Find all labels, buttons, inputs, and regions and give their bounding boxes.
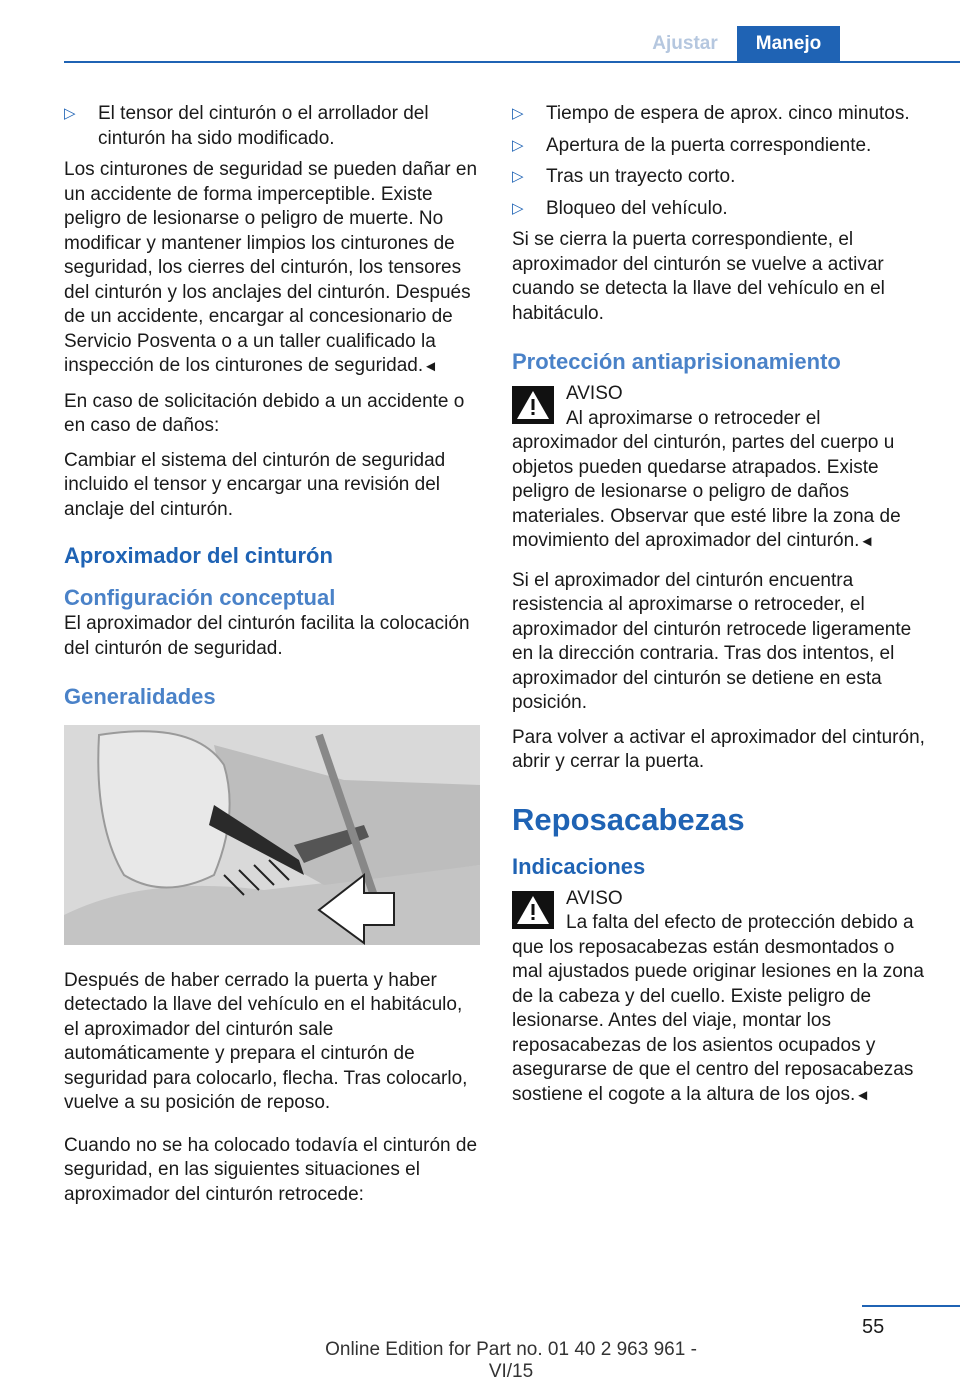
warning-label: AVISO: [566, 887, 623, 909]
list-item: ▷ Tiempo de espera de aprox. cinco minutos.: [512, 102, 930, 127]
triangle-bullet-icon: ▷: [512, 136, 524, 154]
warning-triangle-icon: [512, 386, 554, 424]
page-header: [0, 0, 960, 62]
left-column: [64, 102, 478, 1217]
paragraph: Si se cierra la puerta correspondiente, el aproximador del cinturón se vuelve a activar cuando se detecta la llave del vehículo en el habitáculo.: [512, 229, 885, 324]
section-tab: Ajustar: [652, 33, 718, 54]
paragraph: Después de haber cerrado la puerta y haber detectado la llave del vehículo en el habitáculo, el aproximador del cinturón sale automáticamente y prepara el cinturón de seguridad para colocarlo, flecha. Tras colocarlo, vuelve a su posición de reposo.: [64, 969, 468, 1113]
seatbelt-figure: [64, 725, 480, 945]
chapter-heading: Reposacabezas: [512, 801, 745, 837]
subsection-heading: Protección antiaprisionamiento: [512, 349, 841, 374]
edition-line: Online Edition for Part no. 01 40 2 963 961 - VI/15: [325, 1339, 697, 1382]
triangle-bullet-icon: ▷: [512, 168, 524, 185]
triangle-bullet-icon: ▷: [64, 105, 76, 122]
triangle-bullet-icon: ▷: [512, 105, 524, 122]
subsection-heading: Generalidades: [64, 684, 216, 709]
warning-text: La falta del efecto de protección debido a que los reposacabezas están desmontados o mal ajustados puede originar lesiones en la zona de la cabeza y del cuello. Existe peligro de lesionarse. Antes del viaje, montar los reposacabezas de los asientos ocupados y asegurarse de que el centro del reposacabezas sostiene el cogote a la altura de los ojos.: [512, 912, 924, 1105]
chapter-tab: Manejo: [737, 26, 840, 61]
subsection-heading: Indicaciones: [512, 853, 646, 879]
warning-box: [512, 887, 930, 1109]
list-item: ▷ Tras un trayecto corto.: [512, 165, 930, 190]
paragraph: El aproximador del cinturón facilita la colocación del cinturón de seguridad.: [64, 613, 470, 659]
triangle-bullet-icon: ▷: [512, 199, 524, 217]
page-number: 55: [862, 1316, 885, 1338]
header-rule: [64, 61, 960, 63]
section-heading: Aproximador del cinturón: [64, 543, 333, 568]
paragraph: Cambiar el sistema del cinturón de seguridad incluido el tensor y encargar una revisión del anclaje del cinturón.: [64, 449, 446, 520]
warning-box: [512, 382, 930, 555]
end-mark-icon: ◄: [423, 358, 438, 375]
paragraph: Para volver a activar el aproximador del cinturón, abrir y cerrar la puerta.: [512, 726, 925, 772]
warning-text: Al aproximarse o retroceder el aproximador del cinturón, partes del cuerpo u objetos pueden quedarse atrapados. Existe peligro de lesionarse o peligro de daños materiales. Observar que esté libre la zona de movimiento del aproximador del cinturón.: [512, 407, 901, 551]
end-mark-icon: ◄: [855, 1086, 871, 1104]
paragraph: En caso de solicitación debido a un accidente o en caso de daños:: [64, 390, 465, 436]
list-item: ▷ El tensor del cinturón o el arrollador del cinturón ha sido modificado.: [64, 103, 429, 149]
warning-continuation: Los cinturones de seguridad se pueden dañar en un accidente de forma imperceptible. Existe peligro de lesionarse o peligro de muerte. No modificar y mantener limpios los cinturones de seguridad, los cierres del cinturón, los tensores del cinturón y los anclajes del cinturón. Después de un accidente, encargar al concesionario de Servicio Posventa o a un taller cualificado la inspección de los cinturones de seguridad.◄: [64, 159, 478, 376]
right-column: [512, 102, 930, 1118]
paragraph: Cuando no se ha colocado todavía el cinturón de seguridad, en las siguientes situaciones el aproximador del cinturón retrocede:: [64, 1134, 478, 1205]
list-item: ▷ Bloqueo del vehículo.: [512, 197, 930, 222]
warning-triangle-icon: [512, 891, 554, 929]
end-mark-icon: ◄: [859, 533, 875, 550]
subsection-heading: Configuración conceptual: [64, 585, 336, 610]
paragraph: Si el aproximador del cinturón encuentra resistencia al aproximarse o retroceder, el aproximador del cinturón retrocede ligeramente en la dirección contraria. Tras dos intentos, el aproximador del cinturón se detiene en esta posición.: [512, 569, 912, 713]
footer-rule: [862, 1305, 960, 1307]
list-item: ▷ Apertura de la puerta correspondiente.: [512, 134, 930, 159]
warning-label: AVISO: [566, 383, 623, 404]
